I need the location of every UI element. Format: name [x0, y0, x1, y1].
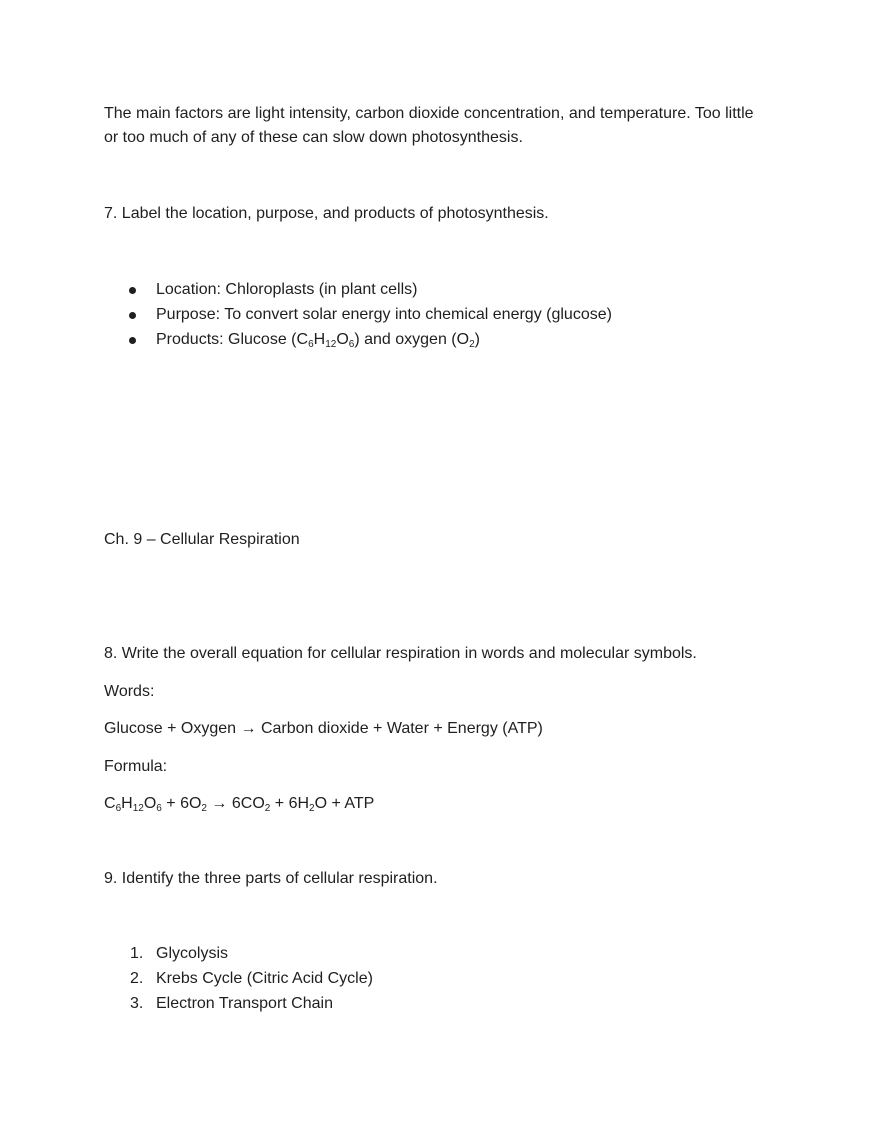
list-number: 3.	[130, 995, 144, 1012]
list-number: 1.	[130, 945, 144, 962]
list-item-electron-transport-chain	[104, 992, 764, 1017]
chapter-9-heading: Ch. 9 – Cellular Respiration	[104, 531, 300, 548]
purpose-text: Purpose: To convert solar energy into chemical energy (glucose)	[156, 306, 612, 323]
glycolysis-text: Glycolysis	[156, 945, 229, 962]
glucose-formula: $C_6H_{12}O_6$	[296, 331, 355, 350]
bullet-icon	[129, 312, 136, 319]
respiration-formula: $C_6H_{12}O_6 + 6O_2 \to 6CO_2 + 6H_2O$ + ATP	[104, 795, 375, 814]
list-item-location	[104, 278, 764, 303]
photosynthesis-list	[104, 278, 764, 353]
list-item-purpose	[104, 303, 764, 328]
products-before: Products: Glucose (	[156, 331, 297, 348]
products-text	[156, 331, 480, 348]
electron-transport-chain-text: Electron Transport Chain	[156, 995, 333, 1012]
products-after: )	[474, 331, 480, 348]
list-item-glycolysis	[104, 942, 764, 967]
words-label: Words:	[104, 683, 155, 700]
bullet-icon	[129, 337, 136, 344]
formula-label: Formula:	[104, 758, 168, 775]
list-item-products	[104, 328, 764, 353]
respiration-parts-list	[104, 942, 764, 1017]
list-number: 2.	[130, 970, 144, 987]
question-8-prompt: 8. Write the overall equation for cellular respiration in words and molecular symbols.	[104, 645, 697, 662]
products-middle: ) and oxygen (	[354, 331, 457, 348]
question-7-prompt: 7. Label the location, purpose, and products of photosynthesis.	[104, 205, 549, 222]
words-equation: Glucose + Oxygen → Carbon dioxide + Water + Energy (ATP)	[104, 720, 543, 737]
bullet-icon	[129, 287, 136, 294]
question-9-prompt: 9. Identify the three parts of cellular respiration.	[104, 870, 438, 887]
krebs-cycle-text: Krebs Cycle (Citric Acid Cycle)	[156, 970, 373, 987]
factors-paragraph: The main factors are light intensity, carbon dioxide concentration, and temperature. Too little or too much of any of these can slow down photosynthesis.	[104, 105, 754, 146]
oxygen-formula: $O_2$	[456, 331, 475, 350]
location-text: Location: Chloroplasts (in plant cells)	[156, 281, 418, 298]
list-item-krebs-cycle	[104, 967, 764, 992]
